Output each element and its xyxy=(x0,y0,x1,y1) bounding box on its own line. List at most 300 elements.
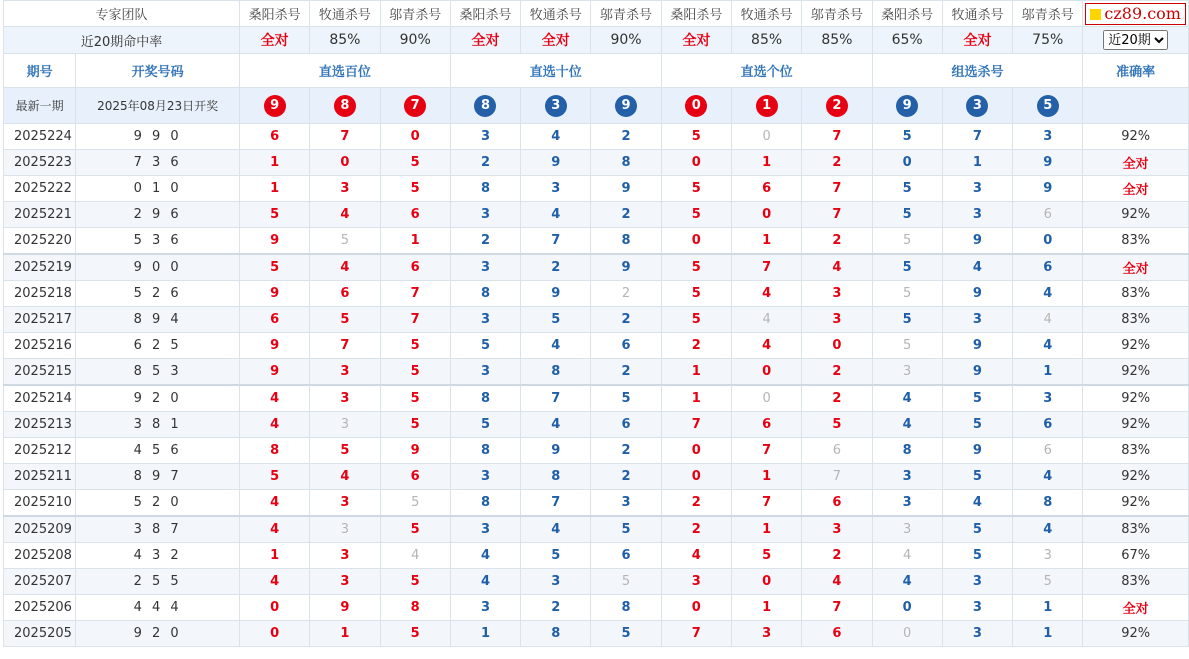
kill-number-cell: 0 xyxy=(872,150,942,176)
kill-number-cell: 4 xyxy=(731,333,801,359)
period-cell: 2025224 xyxy=(4,124,76,150)
period-cell: 2025212 xyxy=(4,438,76,464)
hit-rate-value: 85% xyxy=(731,27,801,54)
accuracy-cell: 83% xyxy=(1083,228,1189,255)
kill-number-cell: 1 xyxy=(380,228,450,255)
draw-number-cell: 3 8 1 xyxy=(76,412,240,438)
draw-number-cell: 5 2 6 xyxy=(76,281,240,307)
period-cell: 2025211 xyxy=(4,464,76,490)
table-row xyxy=(4,516,1189,543)
kill-number-cell: 7 xyxy=(661,412,731,438)
kill-number-cell: 0 xyxy=(731,359,801,386)
red-ball: 1 xyxy=(756,95,778,117)
kill-number-cell: 7 xyxy=(380,307,450,333)
kill-number-cell: 4 xyxy=(1013,307,1083,333)
kill-number-cell: 8 xyxy=(521,464,591,490)
kill-number-cell: 5 xyxy=(942,385,1012,412)
kill-number-cell: 5 xyxy=(310,228,380,255)
kill-number-cell: 4 xyxy=(240,569,310,595)
accuracy-cell: 83% xyxy=(1083,281,1189,307)
kill-number-cell: 1 xyxy=(1013,595,1083,621)
accuracy-cell: 全对 xyxy=(1083,176,1189,202)
kill-number-cell: 5 xyxy=(661,176,731,202)
kill-number-cell: 8 xyxy=(450,490,520,517)
latest-ball-cell xyxy=(591,88,661,124)
kill-number-cell: 0 xyxy=(240,621,310,647)
kill-number-cell: 4 xyxy=(521,412,591,438)
draw-number-cell: 9 0 0 xyxy=(76,254,240,281)
kill-number-cell: 1 xyxy=(731,595,801,621)
kill-number-cell: 9 xyxy=(521,438,591,464)
table-row xyxy=(4,595,1189,621)
kill-number-cell: 5 xyxy=(731,543,801,569)
kill-number-cell: 4 xyxy=(802,569,872,595)
column-header-row xyxy=(4,54,1189,88)
latest-label: 最新一期 xyxy=(4,88,76,124)
kill-number-cell: 5 xyxy=(521,307,591,333)
kill-number-cell: 3 xyxy=(802,307,872,333)
kill-number-cell: 3 xyxy=(942,307,1012,333)
kill-number-cell: 3 xyxy=(310,490,380,517)
period-cell: 2025220 xyxy=(4,228,76,255)
kill-number-cell: 3 xyxy=(310,543,380,569)
kill-number-cell: 9 xyxy=(942,228,1012,255)
latest-draw-date: 2025年08月23日开奖 xyxy=(76,88,240,124)
expert-name: 牧通杀号 xyxy=(731,1,801,27)
accuracy-cell: 92% xyxy=(1083,412,1189,438)
draw-number-cell: 6 2 5 xyxy=(76,333,240,359)
accuracy-cell: 83% xyxy=(1083,516,1189,543)
kill-number-cell: 7 xyxy=(310,333,380,359)
kill-number-cell: 0 xyxy=(661,595,731,621)
period-cell: 2025222 xyxy=(4,176,76,202)
kill-number-cell: 2 xyxy=(802,228,872,255)
kill-number-cell: 4 xyxy=(942,490,1012,517)
table-row xyxy=(4,569,1189,595)
draw-number-cell: 9 9 0 xyxy=(76,124,240,150)
kill-number-cell: 0 xyxy=(380,124,450,150)
kill-number-cell: 3 xyxy=(310,569,380,595)
kill-number-cell: 5 xyxy=(380,516,450,543)
table-row xyxy=(4,176,1189,202)
period-cell: 2025215 xyxy=(4,359,76,386)
latest-ball-cell xyxy=(802,88,872,124)
kill-number-cell: 7 xyxy=(731,254,801,281)
draw-number-cell: 2 5 5 xyxy=(76,569,240,595)
kill-number-cell: 2 xyxy=(591,307,661,333)
kill-number-cell: 8 xyxy=(450,385,520,412)
kill-number-cell: 4 xyxy=(1013,333,1083,359)
kill-number-cell: 5 xyxy=(310,307,380,333)
hit-rate-value: 65% xyxy=(872,27,942,54)
accuracy-cell: 92% xyxy=(1083,490,1189,517)
kill-number-cell: 6 xyxy=(380,202,450,228)
draw-number-cell: 8 5 3 xyxy=(76,359,240,386)
expert-name: 牧通杀号 xyxy=(521,1,591,27)
draw-number-cell: 8 9 7 xyxy=(76,464,240,490)
kill-number-cell: 3 xyxy=(872,516,942,543)
draw-number-cell: 5 2 0 xyxy=(76,490,240,517)
accuracy-cell: 83% xyxy=(1083,569,1189,595)
table-row xyxy=(4,464,1189,490)
kill-number-cell: 1 xyxy=(942,150,1012,176)
kill-number-cell: 3 xyxy=(310,385,380,412)
kill-number-cell: 5 xyxy=(380,176,450,202)
kill-number-cell: 8 xyxy=(1013,490,1083,517)
kill-number-cell: 3 xyxy=(450,359,520,386)
hit-rate-value: 全对 xyxy=(942,27,1012,54)
kill-number-cell: 5 xyxy=(942,516,1012,543)
kill-number-cell: 1 xyxy=(731,228,801,255)
table-row xyxy=(4,228,1189,255)
table-row xyxy=(4,621,1189,647)
kill-number-cell: 5 xyxy=(380,569,450,595)
kill-number-cell: 7 xyxy=(521,228,591,255)
draw-number-cell: 5 3 6 xyxy=(76,228,240,255)
latest-ball-cell xyxy=(872,88,942,124)
hit-rate-value: 全对 xyxy=(450,27,520,54)
kill-number-cell: 0 xyxy=(661,150,731,176)
table-row xyxy=(4,333,1189,359)
kill-number-cell: 5 xyxy=(1013,569,1083,595)
kill-number-cell: 6 xyxy=(731,176,801,202)
team-label: 专家团队 xyxy=(4,1,240,27)
blue-ball: 3 xyxy=(966,95,988,117)
hit-rate-value: 75% xyxy=(1013,27,1083,54)
kill-number-cell: 3 xyxy=(942,621,1012,647)
kill-number-cell: 6 xyxy=(1013,254,1083,281)
kill-number-cell: 3 xyxy=(521,569,591,595)
table-row xyxy=(4,254,1189,281)
kill-number-cell: 1 xyxy=(240,150,310,176)
accuracy-cell: 全对 xyxy=(1083,150,1189,176)
kill-number-cell: 5 xyxy=(942,464,1012,490)
site-logo[interactable] xyxy=(1085,3,1186,25)
period-cell: 2025208 xyxy=(4,543,76,569)
blue-ball: 9 xyxy=(896,95,918,117)
kill-number-cell: 5 xyxy=(661,202,731,228)
kill-number-cell: 6 xyxy=(802,438,872,464)
period-select-cell xyxy=(1083,27,1189,54)
hit-rate-label: 近20期命中率 xyxy=(4,27,240,54)
kill-number-cell: 3 xyxy=(942,595,1012,621)
kill-number-cell: 6 xyxy=(240,124,310,150)
expert-name: 桑阳杀号 xyxy=(450,1,520,27)
group-tens: 直选十位 xyxy=(450,54,661,88)
kill-number-cell: 3 xyxy=(450,307,520,333)
kill-number-cell: 1 xyxy=(731,150,801,176)
kill-number-cell: 2 xyxy=(802,359,872,386)
kill-number-cell: 3 xyxy=(450,516,520,543)
kill-number-cell: 8 xyxy=(872,438,942,464)
kill-number-cell: 8 xyxy=(450,176,520,202)
kill-number-cell: 5 xyxy=(240,464,310,490)
kill-number-cell: 0 xyxy=(1013,228,1083,255)
kill-number-cell: 1 xyxy=(731,516,801,543)
col-period: 期号 xyxy=(4,54,76,88)
kill-number-cell: 4 xyxy=(380,543,450,569)
kill-number-cell: 3 xyxy=(1013,124,1083,150)
kill-number-cell: 1 xyxy=(310,621,380,647)
kill-number-cell: 5 xyxy=(872,281,942,307)
period-cell: 2025207 xyxy=(4,569,76,595)
kill-number-cell: 4 xyxy=(240,490,310,517)
kill-number-cell: 5 xyxy=(872,333,942,359)
logo-cell xyxy=(1083,1,1189,27)
group-units: 直选个位 xyxy=(661,54,872,88)
kill-number-cell: 0 xyxy=(731,202,801,228)
kill-number-cell: 2 xyxy=(591,438,661,464)
kill-number-cell: 2 xyxy=(802,150,872,176)
kill-number-cell: 0 xyxy=(731,124,801,150)
period-cell: 2025206 xyxy=(4,595,76,621)
accuracy-cell: 全对 xyxy=(1083,254,1189,281)
kill-number-cell: 7 xyxy=(802,176,872,202)
draw-number-cell: 3 8 7 xyxy=(76,516,240,543)
kill-number-cell: 5 xyxy=(240,202,310,228)
hit-rate-value: 85% xyxy=(802,27,872,54)
kill-number-cell: 4 xyxy=(310,464,380,490)
kill-number-cell: 4 xyxy=(872,543,942,569)
draw-number-cell: 8 9 4 xyxy=(76,307,240,333)
kill-number-cell: 5 xyxy=(380,621,450,647)
period-cell: 2025213 xyxy=(4,412,76,438)
kill-number-cell: 1 xyxy=(661,385,731,412)
period-cell: 2025214 xyxy=(4,385,76,412)
kill-number-cell: 6 xyxy=(240,307,310,333)
table-row xyxy=(4,490,1189,517)
kill-number-cell: 2 xyxy=(591,281,661,307)
results-body xyxy=(4,124,1189,647)
expert-name: 邬青杀号 xyxy=(802,1,872,27)
latest-accuracy-empty xyxy=(1083,88,1189,124)
kill-number-cell: 6 xyxy=(380,464,450,490)
kill-number-cell: 1 xyxy=(661,359,731,386)
col-draw: 开奖号码 xyxy=(76,54,240,88)
kill-number-cell: 3 xyxy=(872,490,942,517)
kill-number-cell: 7 xyxy=(310,124,380,150)
kill-number-cell: 5 xyxy=(591,569,661,595)
kill-number-cell: 3 xyxy=(450,595,520,621)
kill-number-cell: 9 xyxy=(240,281,310,307)
draw-number-cell: 9 2 0 xyxy=(76,621,240,647)
kill-number-cell: 6 xyxy=(1013,438,1083,464)
kill-number-cell: 9 xyxy=(521,281,591,307)
period-cell: 2025210 xyxy=(4,490,76,517)
kill-number-cell: 4 xyxy=(310,254,380,281)
table-row xyxy=(4,150,1189,176)
kill-number-cell: 9 xyxy=(240,228,310,255)
table-row xyxy=(4,385,1189,412)
hit-rate-value: 90% xyxy=(380,27,450,54)
kill-number-cell: 5 xyxy=(942,412,1012,438)
kill-number-cell: 8 xyxy=(450,438,520,464)
expert-name: 牧通杀号 xyxy=(310,1,380,27)
kill-number-cell: 9 xyxy=(240,333,310,359)
expert-name: 邬青杀号 xyxy=(591,1,661,27)
latest-row xyxy=(4,88,1189,124)
accuracy-cell: 92% xyxy=(1083,124,1189,150)
kill-number-cell: 5 xyxy=(872,254,942,281)
kill-number-cell: 0 xyxy=(872,621,942,647)
kill-number-cell: 4 xyxy=(1013,516,1083,543)
kill-number-cell: 1 xyxy=(1013,359,1083,386)
kill-number-cell: 8 xyxy=(591,595,661,621)
latest-ball-cell xyxy=(380,88,450,124)
kill-number-cell: 3 xyxy=(310,359,380,386)
kill-number-cell: 8 xyxy=(521,621,591,647)
kill-number-cell: 3 xyxy=(1013,543,1083,569)
kill-number-cell: 9 xyxy=(1013,150,1083,176)
latest-ball-cell xyxy=(942,88,1012,124)
kill-number-cell: 3 xyxy=(872,464,942,490)
kill-number-table xyxy=(3,0,1189,647)
kill-number-cell: 4 xyxy=(240,412,310,438)
kill-number-cell: 3 xyxy=(802,516,872,543)
kill-number-cell: 4 xyxy=(872,569,942,595)
kill-number-cell: 0 xyxy=(661,438,731,464)
kill-number-cell: 2 xyxy=(802,385,872,412)
kill-number-cell: 3 xyxy=(450,254,520,281)
kill-number-cell: 2 xyxy=(521,254,591,281)
blue-ball: 9 xyxy=(615,95,637,117)
kill-number-cell: 1 xyxy=(731,464,801,490)
kill-number-cell: 8 xyxy=(591,228,661,255)
kill-number-cell: 9 xyxy=(310,595,380,621)
kill-number-cell: 9 xyxy=(591,254,661,281)
period-cell: 2025219 xyxy=(4,254,76,281)
kill-number-cell: 2 xyxy=(591,202,661,228)
kill-number-cell: 3 xyxy=(942,202,1012,228)
kill-number-cell: 4 xyxy=(450,569,520,595)
kill-number-cell: 6 xyxy=(380,254,450,281)
accuracy-cell: 83% xyxy=(1083,307,1189,333)
table-row xyxy=(4,202,1189,228)
accuracy-cell: 92% xyxy=(1083,359,1189,386)
kill-number-cell: 0 xyxy=(661,228,731,255)
red-ball: 0 xyxy=(685,95,707,117)
kill-number-cell: 5 xyxy=(661,254,731,281)
kill-number-cell: 5 xyxy=(872,124,942,150)
draw-number-cell: 0 1 0 xyxy=(76,176,240,202)
kill-number-cell: 6 xyxy=(591,543,661,569)
kill-number-cell: 0 xyxy=(310,150,380,176)
kill-number-cell: 5 xyxy=(942,543,1012,569)
kill-number-cell: 7 xyxy=(521,385,591,412)
kill-number-cell: 5 xyxy=(450,333,520,359)
kill-number-cell: 5 xyxy=(872,202,942,228)
kill-number-cell: 0 xyxy=(731,385,801,412)
table-row xyxy=(4,307,1189,333)
kill-number-cell: 4 xyxy=(661,543,731,569)
expert-name: 牧通杀号 xyxy=(942,1,1012,27)
accuracy-cell: 92% xyxy=(1083,333,1189,359)
kill-number-cell: 8 xyxy=(450,281,520,307)
kill-number-cell: 7 xyxy=(731,438,801,464)
kill-number-cell: 3 xyxy=(1013,385,1083,412)
kill-number-cell: 7 xyxy=(942,124,1012,150)
expert-header-row xyxy=(4,1,1189,27)
blue-ball: 3 xyxy=(545,95,567,117)
kill-number-cell: 6 xyxy=(591,333,661,359)
expert-name: 桑阳杀号 xyxy=(872,1,942,27)
kill-number-cell: 3 xyxy=(310,176,380,202)
kill-number-cell: 4 xyxy=(521,333,591,359)
kill-number-cell: 2 xyxy=(521,595,591,621)
kill-number-cell: 5 xyxy=(591,621,661,647)
kill-number-cell: 4 xyxy=(521,516,591,543)
kill-number-cell: 9 xyxy=(240,359,310,386)
draw-number-cell: 4 5 6 xyxy=(76,438,240,464)
kill-number-cell: 3 xyxy=(731,621,801,647)
period-cell: 2025216 xyxy=(4,333,76,359)
kill-number-cell: 7 xyxy=(802,464,872,490)
kill-number-cell: 3 xyxy=(872,359,942,386)
draw-number-cell: 7 3 6 xyxy=(76,150,240,176)
kill-number-cell: 4 xyxy=(802,254,872,281)
kill-number-cell: 4 xyxy=(1013,281,1083,307)
kill-number-cell: 5 xyxy=(661,281,731,307)
latest-ball-cell xyxy=(661,88,731,124)
kill-number-cell: 5 xyxy=(872,176,942,202)
logo-square-icon xyxy=(1090,9,1101,20)
kill-number-cell: 2 xyxy=(591,359,661,386)
kill-number-cell: 9 xyxy=(942,281,1012,307)
kill-number-cell: 5 xyxy=(872,307,942,333)
red-ball: 8 xyxy=(334,95,356,117)
kill-number-cell: 5 xyxy=(591,385,661,412)
kill-number-cell: 2 xyxy=(450,150,520,176)
kill-number-cell: 5 xyxy=(450,412,520,438)
red-ball: 9 xyxy=(264,95,286,117)
kill-number-cell: 5 xyxy=(521,543,591,569)
kill-number-cell: 3 xyxy=(591,490,661,517)
kill-number-cell: 6 xyxy=(1013,202,1083,228)
kill-number-cell: 4 xyxy=(240,385,310,412)
kill-number-cell: 4 xyxy=(1013,464,1083,490)
kill-number-cell: 6 xyxy=(591,412,661,438)
period-cell: 2025223 xyxy=(4,150,76,176)
kill-number-cell: 5 xyxy=(380,150,450,176)
accuracy-cell: 83% xyxy=(1083,438,1189,464)
kill-number-cell: 9 xyxy=(942,359,1012,386)
kill-number-cell: 2 xyxy=(661,333,731,359)
kill-number-cell: 0 xyxy=(240,595,310,621)
kill-number-cell: 4 xyxy=(240,516,310,543)
kill-number-cell: 0 xyxy=(661,464,731,490)
draw-number-cell: 9 2 0 xyxy=(76,385,240,412)
draw-number-cell: 4 4 4 xyxy=(76,595,240,621)
kill-number-cell: 0 xyxy=(802,333,872,359)
kill-number-cell: 1 xyxy=(240,543,310,569)
period-cell: 2025221 xyxy=(4,202,76,228)
hit-rate-value: 全对 xyxy=(240,27,310,54)
kill-number-cell: 6 xyxy=(1013,412,1083,438)
kill-number-cell: 8 xyxy=(591,150,661,176)
kill-number-cell: 9 xyxy=(380,438,450,464)
blue-ball: 5 xyxy=(1037,95,1059,117)
period-range-select[interactable] xyxy=(1103,30,1168,50)
latest-ball-cell xyxy=(450,88,520,124)
kill-number-cell: 5 xyxy=(872,228,942,255)
group-hundreds: 直选百位 xyxy=(240,54,451,88)
kill-number-cell: 3 xyxy=(310,412,380,438)
kill-number-cell: 4 xyxy=(872,385,942,412)
kill-number-cell: 4 xyxy=(521,202,591,228)
kill-number-cell: 2 xyxy=(591,464,661,490)
accuracy-cell: 92% xyxy=(1083,621,1189,647)
kill-number-cell: 5 xyxy=(380,412,450,438)
